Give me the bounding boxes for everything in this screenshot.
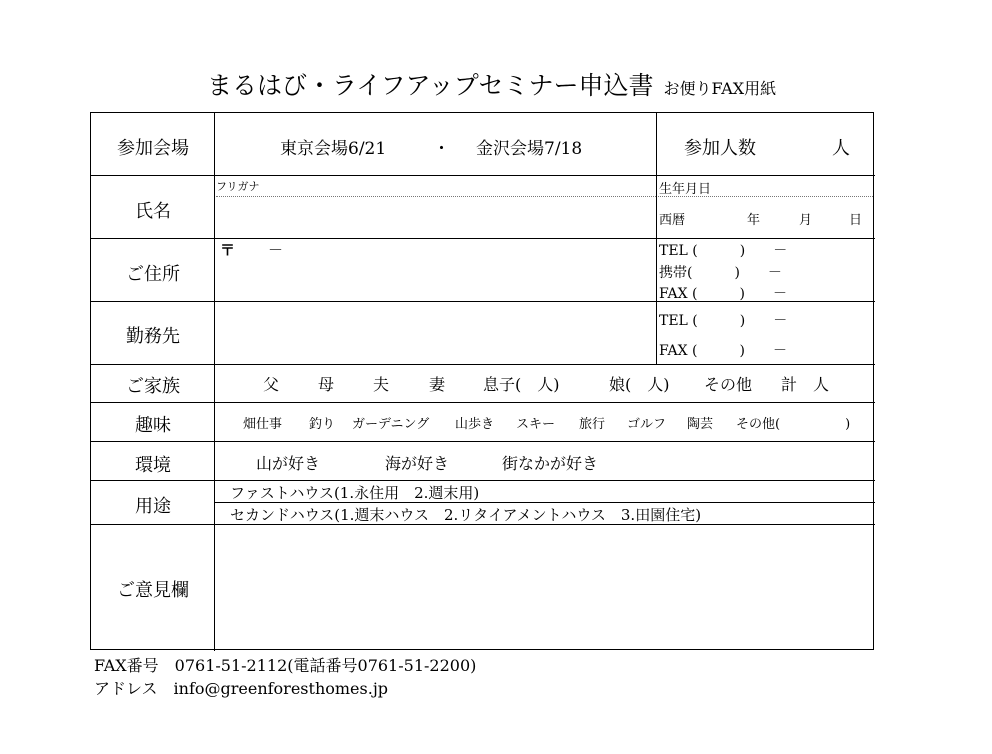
row-divider [91, 480, 875, 481]
usage-second-house[interactable]: セカンドハウス(1.週末ハウス 2.リタイアメントハウス 3.田園住宅) [230, 506, 702, 524]
birth-day-label: 日 [849, 213, 863, 228]
workplace-label: 勤務先 [126, 326, 180, 347]
venue-label: 参加会場 [117, 138, 189, 159]
family-label: ご家族 [126, 376, 180, 397]
address-label: ご住所 [126, 264, 180, 285]
row-divider [91, 364, 875, 365]
family-son[interactable]: 息子( 人) [483, 375, 560, 394]
hobby-pottery[interactable]: 陶芸 [687, 417, 714, 432]
usage-label: 用途 [135, 496, 171, 517]
family-daughter[interactable]: 娘( 人) [609, 375, 670, 394]
postal-mark: 〒 [220, 241, 236, 259]
venue-separator: ・ [433, 139, 450, 159]
participant-count-label: 参加人数 [684, 138, 756, 159]
postal-dash: － [268, 241, 284, 259]
furigana-guide [216, 196, 656, 197]
title-sub: お便りFAX用紙 [663, 79, 777, 98]
furigana-label: フリガナ [216, 180, 260, 193]
environment-label: 環境 [135, 455, 171, 476]
application-form [90, 112, 874, 650]
hobby-hiking[interactable]: 山歩き [455, 417, 495, 432]
row-divider [91, 175, 875, 176]
family-husband[interactable]: 夫 [373, 375, 390, 394]
opinion-label: ご意見欄 [117, 580, 189, 601]
opinion-field[interactable] [217, 527, 872, 647]
env-town[interactable]: 街なかが好き [502, 454, 599, 473]
right-column-divider [656, 113, 657, 364]
birth-month-label: 月 [799, 213, 813, 228]
birth-era-label: 西暦 [659, 213, 686, 228]
row-divider [91, 238, 875, 239]
address-fax-field[interactable]: FAX ( ) － [659, 286, 787, 302]
work-fax-field[interactable]: FAX ( ) － [659, 343, 787, 359]
address-tel-field[interactable]: TEL ( ) － [659, 243, 788, 259]
family-father[interactable]: 父 [263, 375, 280, 394]
venue-kanazawa-option[interactable]: 金沢会場7/18 [476, 139, 583, 159]
name-label: 氏名 [135, 201, 171, 222]
birthdate-label: 生年月日 [659, 182, 712, 197]
title-main: まるはび・ライフアップセミナー申込書 [207, 71, 654, 100]
work-tel-field[interactable]: TEL ( ) － [659, 313, 788, 329]
family-wife[interactable]: 妻 [429, 375, 446, 394]
hobby-other[interactable]: その他( ) [736, 417, 851, 432]
row-divider [91, 441, 875, 442]
hobby-farming[interactable]: 畑仕事 [243, 417, 283, 432]
footer-address: アドレス info@greenforesthomes.jp [94, 679, 389, 698]
hobby-ski[interactable]: スキー [516, 417, 556, 432]
birth-year-label: 年 [747, 213, 761, 228]
footer-fax: FAX番号 0761-51-2112(電話番号0761-51-2200) [94, 656, 477, 675]
hobby-gardening[interactable]: ガーデニング [352, 417, 430, 432]
hobby-travel[interactable]: 旅行 [579, 417, 606, 432]
address-mobile-field[interactable]: 携帯( ) － [659, 265, 782, 281]
env-sea[interactable]: 海が好き [385, 454, 450, 473]
row-divider [91, 402, 875, 403]
env-mountain[interactable]: 山が好き [256, 454, 321, 473]
hobby-golf[interactable]: ゴルフ [627, 417, 667, 432]
hobby-fishing[interactable]: 釣り [309, 417, 336, 432]
family-mother[interactable]: 母 [318, 375, 335, 394]
family-other[interactable]: その他 [704, 375, 753, 394]
hobby-label: 趣味 [135, 415, 171, 436]
venue-tokyo-option[interactable]: 東京会場6/21 [280, 139, 387, 159]
participant-count-unit[interactable]: 人 [832, 138, 850, 159]
family-total[interactable]: 計 人 [781, 375, 830, 394]
usage-first-house[interactable]: ファストハウス(1.永住用 2.週末用) [230, 484, 480, 502]
form-title [207, 66, 776, 102]
